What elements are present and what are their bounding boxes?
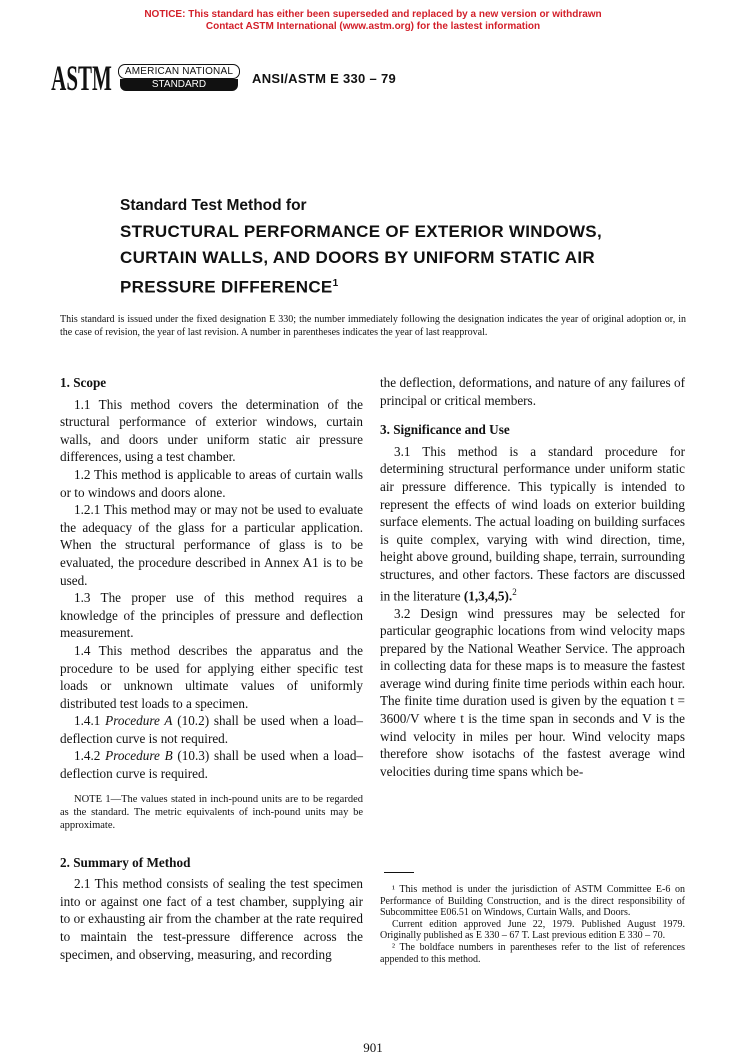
p141-rest: (10.2) shall be used when a load–deflection curve is not required. xyxy=(60,713,363,746)
paragraph-1-3: 1.3 The proper use of this method requires a knowledge of the principles of pressure and deflection measurement. xyxy=(60,590,363,641)
p31-refs: (1,3,4,5). xyxy=(463,587,513,603)
p31-text: 3.1 This method is a standard procedure for determining structural performance under uniform static air pressure difference. This typically is intended to represent the effects of wind loads on exterior building surface elements. The actual loading on building surfaces is quite complex, varying with wind direction, time, height above ground, building shape, terrain, surrounding structures, and other factors. These factors are discussed in the literature xyxy=(380,443,685,603)
document-title xyxy=(120,219,720,301)
notice-line-1: NOTICE: This standard has either been superseded and replaced by a new version or withdrawn xyxy=(144,9,602,20)
paragraph-continued: the deflection, deformations, and nature of any failures of principal or critical members. xyxy=(380,375,685,408)
paragraph-1-4-2 xyxy=(60,747,363,782)
paragraph-1-4: 1.4 This method describes the apparatus and the procedure to be used for applying either specific test loads or unknown ultimate values of uniformly distributed test loads to a specimen. xyxy=(60,642,363,711)
footnotes xyxy=(380,884,685,965)
title-line-1: STRUCTURAL PERFORMANCE OF EXTERIOR WINDOWS, xyxy=(120,222,602,241)
title-line-2: CURTAIN WALLS, AND DOORS BY UNIFORM STATIC AIR xyxy=(120,248,595,267)
paragraph-1-4-1 xyxy=(60,712,363,747)
p31-footnote-mark: 2 xyxy=(512,586,517,597)
paragraph-1-1: 1.1 This method covers the determination of the structural performance of exterior windows, curtain walls, and doors under uniform static air pressure differences, using a test chamber. xyxy=(60,396,363,465)
p141-num: 1.4.1 xyxy=(74,713,101,729)
p141-proc: Procedure A xyxy=(105,713,173,729)
ansi-badge xyxy=(118,64,242,92)
p142-rest: (10.3) shall be used when a load–deflection curve is required. xyxy=(60,748,364,782)
section-heading-scope: 1. Scope xyxy=(60,375,107,390)
footnote-rule xyxy=(384,872,414,873)
section-heading-summary: 2. Summary of Method xyxy=(60,854,191,870)
footnote-2: ² The boldface numbers in parentheses refer to the list of references appended to this method. xyxy=(380,941,685,965)
paragraph-1-2-1: 1.2.1 This method may or may not be used to evaluate the adequacy of the glass for a particular application. When the structural performance of glass is to be evaluated, the procedure described in Annex A1 is to be used. xyxy=(60,502,363,588)
title-line-3-text: PRESSURE DIFFERENCE xyxy=(120,277,333,297)
ansi-badge-bottom: STANDARD xyxy=(120,79,238,91)
notice-line-2: Contact ASTM International (www.astm.org) for the lastest information xyxy=(205,21,541,32)
note-1: NOTE 1—The values stated in inch-pound units are to be regarded as the standard. The metric equivalents of inch-pound units may be approximate. xyxy=(60,793,363,831)
p142-proc: Procedure B xyxy=(105,748,173,764)
title-line-3 xyxy=(120,271,720,301)
paragraph-2-1: 2.1 This method consists of sealing the test specimen into or against one fact of a test chamber, supplying air to or exhausting air from the chamber at the rate required to maintain the test-pressure difference across the specimen, and observing, measuring, and recording xyxy=(60,876,363,962)
left-column xyxy=(60,374,363,963)
p142-num: 1.4.2 xyxy=(74,748,101,764)
document-subtitle: Standard Test Method for xyxy=(120,197,307,214)
standard-designation: ANSI/ASTM E 330 – 79 xyxy=(252,71,396,86)
notice-banner xyxy=(0,9,746,33)
astm-logo xyxy=(51,59,112,99)
section-heading-significance: 3. Significance and Use xyxy=(380,422,510,438)
issued-note: This standard is issued under the fixed designation E 330; the number immediately following the designation indicates the year of original adoption or, in the case of revision, the year of last revision. A number in parentheses indicates the year of last reapproval. xyxy=(60,314,686,338)
footnote-1-edition: Current edition approved June 22, 1979. Published August 1979. Originally published as E 330 – 67 T. Last previous edition E 330 – 70. xyxy=(380,918,685,942)
paragraph-3-2: 3.2 Design wind pressures may be selected for particular geographic locations from wind velocity maps prepared by the National Weather Service. The approach in collecting data for these maps is to measure the fastest average wind during finite time periods within each hour. The finite time duration used is given by the equation t = 3600/V where t is the time span in seconds and V is the wind velocity in miles per hour. Wind velocity maps therefore show isotachs of the fastest average wind velocities during time spans which be- xyxy=(380,605,685,779)
ansi-badge-top: AMERICAN NATIONAL xyxy=(118,64,240,79)
page-number: 901 xyxy=(363,1040,383,1055)
title-footnote-mark: 1 xyxy=(332,278,339,289)
paragraph-1-2: 1.2 This method is applicable to areas of curtain walls or to windows and doors alone. xyxy=(60,466,363,500)
astm-logo-text: ASTM xyxy=(51,59,112,99)
paragraph-3-1 xyxy=(380,443,685,605)
footnote-1: ¹ This method is under the jurisdiction of ASTM Committee E-6 on Performance of Building Construction, and is the direct responsibility of Subcommittee E06.51 on Windows, Curtain Walls, and Doors. xyxy=(380,884,685,919)
right-column xyxy=(380,374,685,780)
